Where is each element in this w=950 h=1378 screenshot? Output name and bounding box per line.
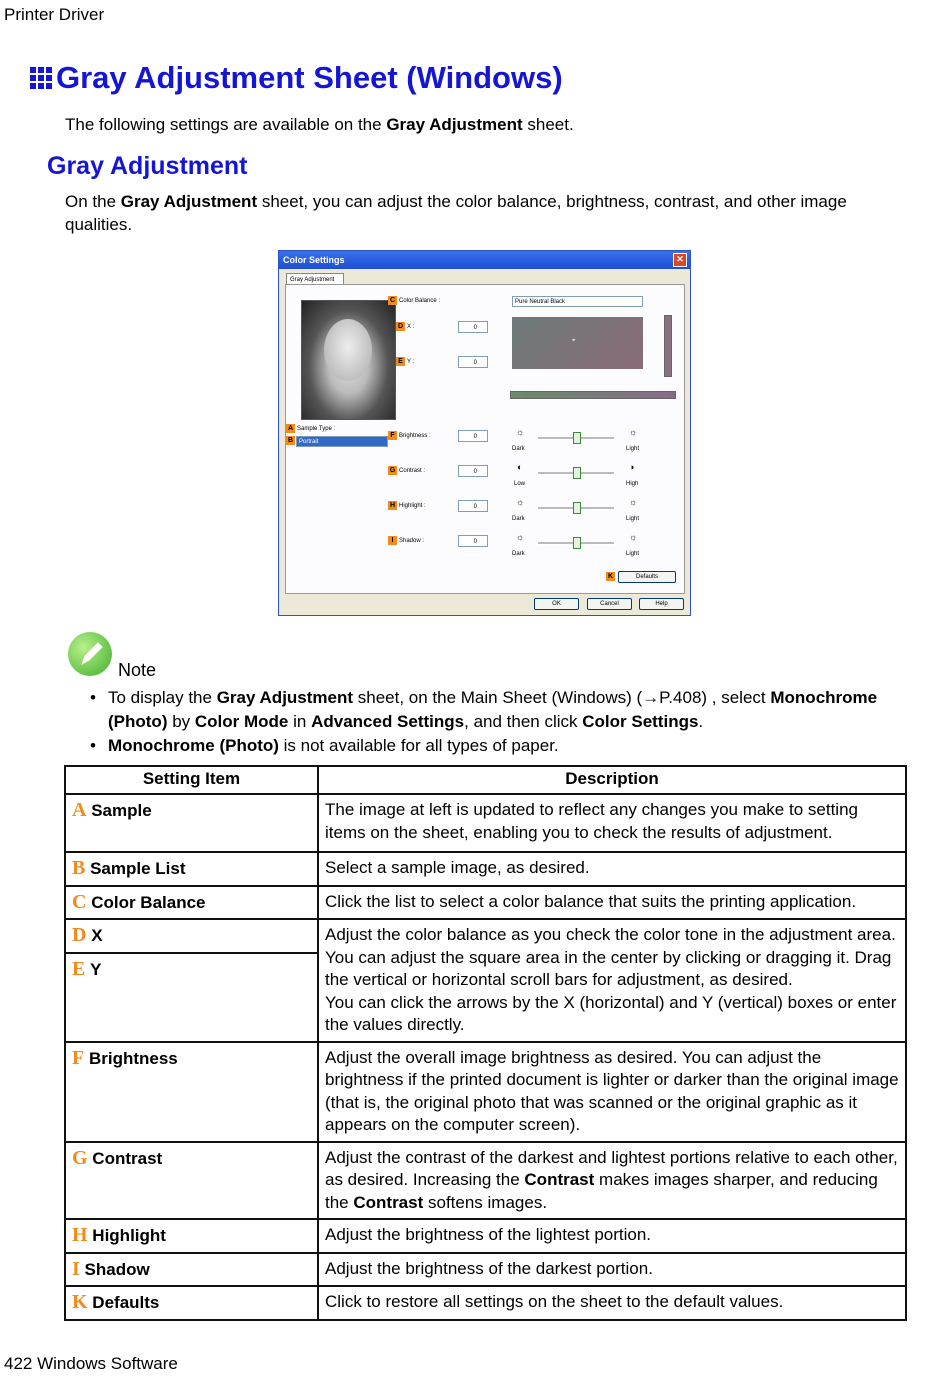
- dialog-titlebar: [279, 251, 690, 269]
- sample-list-select[interactable]: Portrait: [296, 436, 388, 447]
- color-balance-select[interactable]: Pure Neutral Black: [512, 296, 643, 307]
- table-header-row: [65, 766, 906, 794]
- brightness-spinbox[interactable]: 0: [458, 430, 488, 442]
- setting-item: H Highlight: [65, 1219, 318, 1253]
- contrast-icon: ◐: [517, 462, 523, 472]
- gray-adjustment-panel: [285, 284, 685, 594]
- brightness-slider[interactable]: [538, 437, 614, 440]
- tab-gray-adjustment[interactable]: Gray Adjustment: [286, 273, 344, 285]
- color-balance-label: C Color Balance :: [389, 297, 441, 304]
- table-row: [65, 852, 906, 886]
- help-button[interactable]: Help: [639, 598, 684, 610]
- setting-description: Click to restore all settings on the sheet to the default values.: [318, 1286, 906, 1320]
- contrast-label: G Contrast :: [389, 467, 426, 474]
- setting-item: F Brightness: [65, 1042, 318, 1142]
- table-row: [65, 1253, 906, 1287]
- setting-item: C Color Balance: [65, 886, 318, 920]
- setting-item: G Contrast: [65, 1142, 318, 1220]
- setting-description: Adjust the overall image brightness as desired. You can adjust the brightness if the printed document is lighter or darker than the original image (that is, the original photo that was scanned or the original graphic as it appears on the computer screen).: [318, 1042, 906, 1142]
- running-header: Printer Driver: [4, 5, 105, 24]
- table-row: [65, 794, 906, 852]
- dark-label: Dark: [512, 446, 525, 452]
- sun-icon: ☼: [516, 497, 525, 507]
- highlight-label: H Highlight :: [389, 502, 426, 509]
- y-label: E Y :: [396, 357, 414, 366]
- highlight-slider[interactable]: [538, 507, 614, 510]
- note-pencil-icon: [68, 632, 112, 676]
- section-title: Gray Adjustment: [47, 152, 248, 180]
- page-footer: 422 Windows Software: [4, 1354, 178, 1373]
- vertical-scrollbar[interactable]: [664, 315, 672, 377]
- contrast-slider[interactable]: [538, 472, 614, 475]
- defaults-badge: K: [607, 573, 614, 580]
- sample-list-row: B: [287, 437, 294, 444]
- cancel-button[interactable]: Cancel: [587, 598, 632, 610]
- setting-description: Adjust the color balance as you check the color tone in the adjustment area. You can adjust the square area in the center by clicking or dragging it. Drag the vertical or horizontal scroll bars for adjustment, as desired. You can click the arrows by the X (horizontal) and Y (vertical) boxes or enter the values directly.: [318, 919, 906, 1042]
- sun-icon: ☼: [516, 532, 525, 542]
- table-row: [65, 1042, 906, 1142]
- setting-item: I Shadow: [65, 1253, 318, 1287]
- shadow-label: I Shadow :: [388, 536, 424, 545]
- contrast-icon: ◑: [629, 462, 635, 472]
- contrast-spinbox[interactable]: 0: [458, 465, 488, 477]
- sample-type-label: A Sample Type :: [287, 425, 336, 432]
- table-row: [65, 1286, 906, 1320]
- close-icon[interactable]: ✕: [673, 253, 687, 267]
- setting-description: Select a sample image, as desired.: [318, 852, 906, 886]
- table-row: [65, 886, 906, 920]
- highlight-spinbox[interactable]: 0: [458, 500, 488, 512]
- table-header: Setting Item: [65, 766, 318, 794]
- light-label: Light: [626, 446, 640, 452]
- portrait-face: [324, 319, 372, 381]
- section-intro: On the Gray Adjustment sheet, you can adjust the color balance, brightness, contrast, and other image qualities.: [65, 192, 847, 234]
- sun-icon: ☼: [629, 532, 638, 542]
- note-item: • To display the Gray Adjustment sheet, on the Main Sheet (Windows) (→P.408) , select Monochrome (Photo) by Color Mode in Advanced Settings, and then click Color Settings.: [88, 686, 918, 734]
- x-label: D X :: [397, 323, 415, 330]
- sun-icon: ☼: [516, 427, 525, 437]
- horizontal-scrollbar[interactable]: [510, 391, 676, 399]
- setting-description: Adjust the brightness of the lightest portion.: [318, 1219, 906, 1253]
- setting-item: A Sample: [65, 794, 318, 852]
- light-label: Light: [626, 516, 640, 522]
- setting-item: K Defaults: [65, 1286, 318, 1320]
- table-header: Description: [318, 766, 906, 794]
- intro-paragraph: The following settings are available on the Gray Adjustment sheet.: [65, 115, 574, 134]
- setting-description: Click the list to select a color balance that suits the printing application.: [318, 886, 906, 920]
- setting-item: E Y: [65, 953, 318, 1042]
- brightness-label: F Brightness :: [388, 431, 431, 440]
- y-spinbox[interactable]: 0: [458, 356, 488, 368]
- defaults-button[interactable]: Defaults: [618, 571, 676, 583]
- setting-item: B Sample List: [65, 852, 318, 886]
- note-label: Note: [118, 660, 157, 680]
- page-title-text: Gray Adjustment Sheet (Windows): [56, 60, 563, 95]
- settings-table: [64, 765, 907, 1321]
- dark-label: Dark: [512, 551, 525, 557]
- sample-image: [301, 300, 396, 420]
- dark-label: Dark: [512, 516, 525, 522]
- color-settings-dialog: [278, 250, 691, 616]
- x-spinbox[interactable]: 0: [458, 321, 488, 333]
- table-row: [65, 1142, 906, 1220]
- table-row: [65, 919, 906, 953]
- note-item: • Monochrome (Photo) is not available for all types of paper.: [88, 734, 918, 758]
- section-grid-icon: [30, 67, 52, 89]
- table-row: [65, 1219, 906, 1253]
- page-title: [30, 60, 563, 96]
- setting-description: Adjust the contrast of the darkest and lightest portions relative to each other, as desired. Increasing the Contrast makes images sharper, and reducing the Contrast softens images.: [318, 1142, 906, 1220]
- sun-icon: ☼: [629, 427, 638, 437]
- shadow-slider[interactable]: [538, 542, 614, 545]
- dialog-title: Color Settings: [283, 255, 345, 265]
- light-label: Light: [626, 551, 640, 557]
- setting-description: The image at left is updated to reflect any changes you make to setting items on the sheet, enabling you to check the results of adjustment.: [318, 794, 906, 852]
- crosshair-icon: ⌖: [572, 338, 576, 344]
- shadow-spinbox[interactable]: 0: [458, 535, 488, 547]
- high-label: High: [626, 481, 639, 487]
- sun-icon: ☼: [629, 497, 638, 507]
- setting-item: D X: [65, 919, 318, 953]
- setting-description: Adjust the brightness of the darkest portion.: [318, 1253, 906, 1287]
- note-list: [88, 686, 918, 758]
- low-label: Low: [514, 481, 526, 487]
- ok-button[interactable]: OK: [534, 598, 579, 610]
- color-adjustment-area[interactable]: [512, 317, 643, 369]
